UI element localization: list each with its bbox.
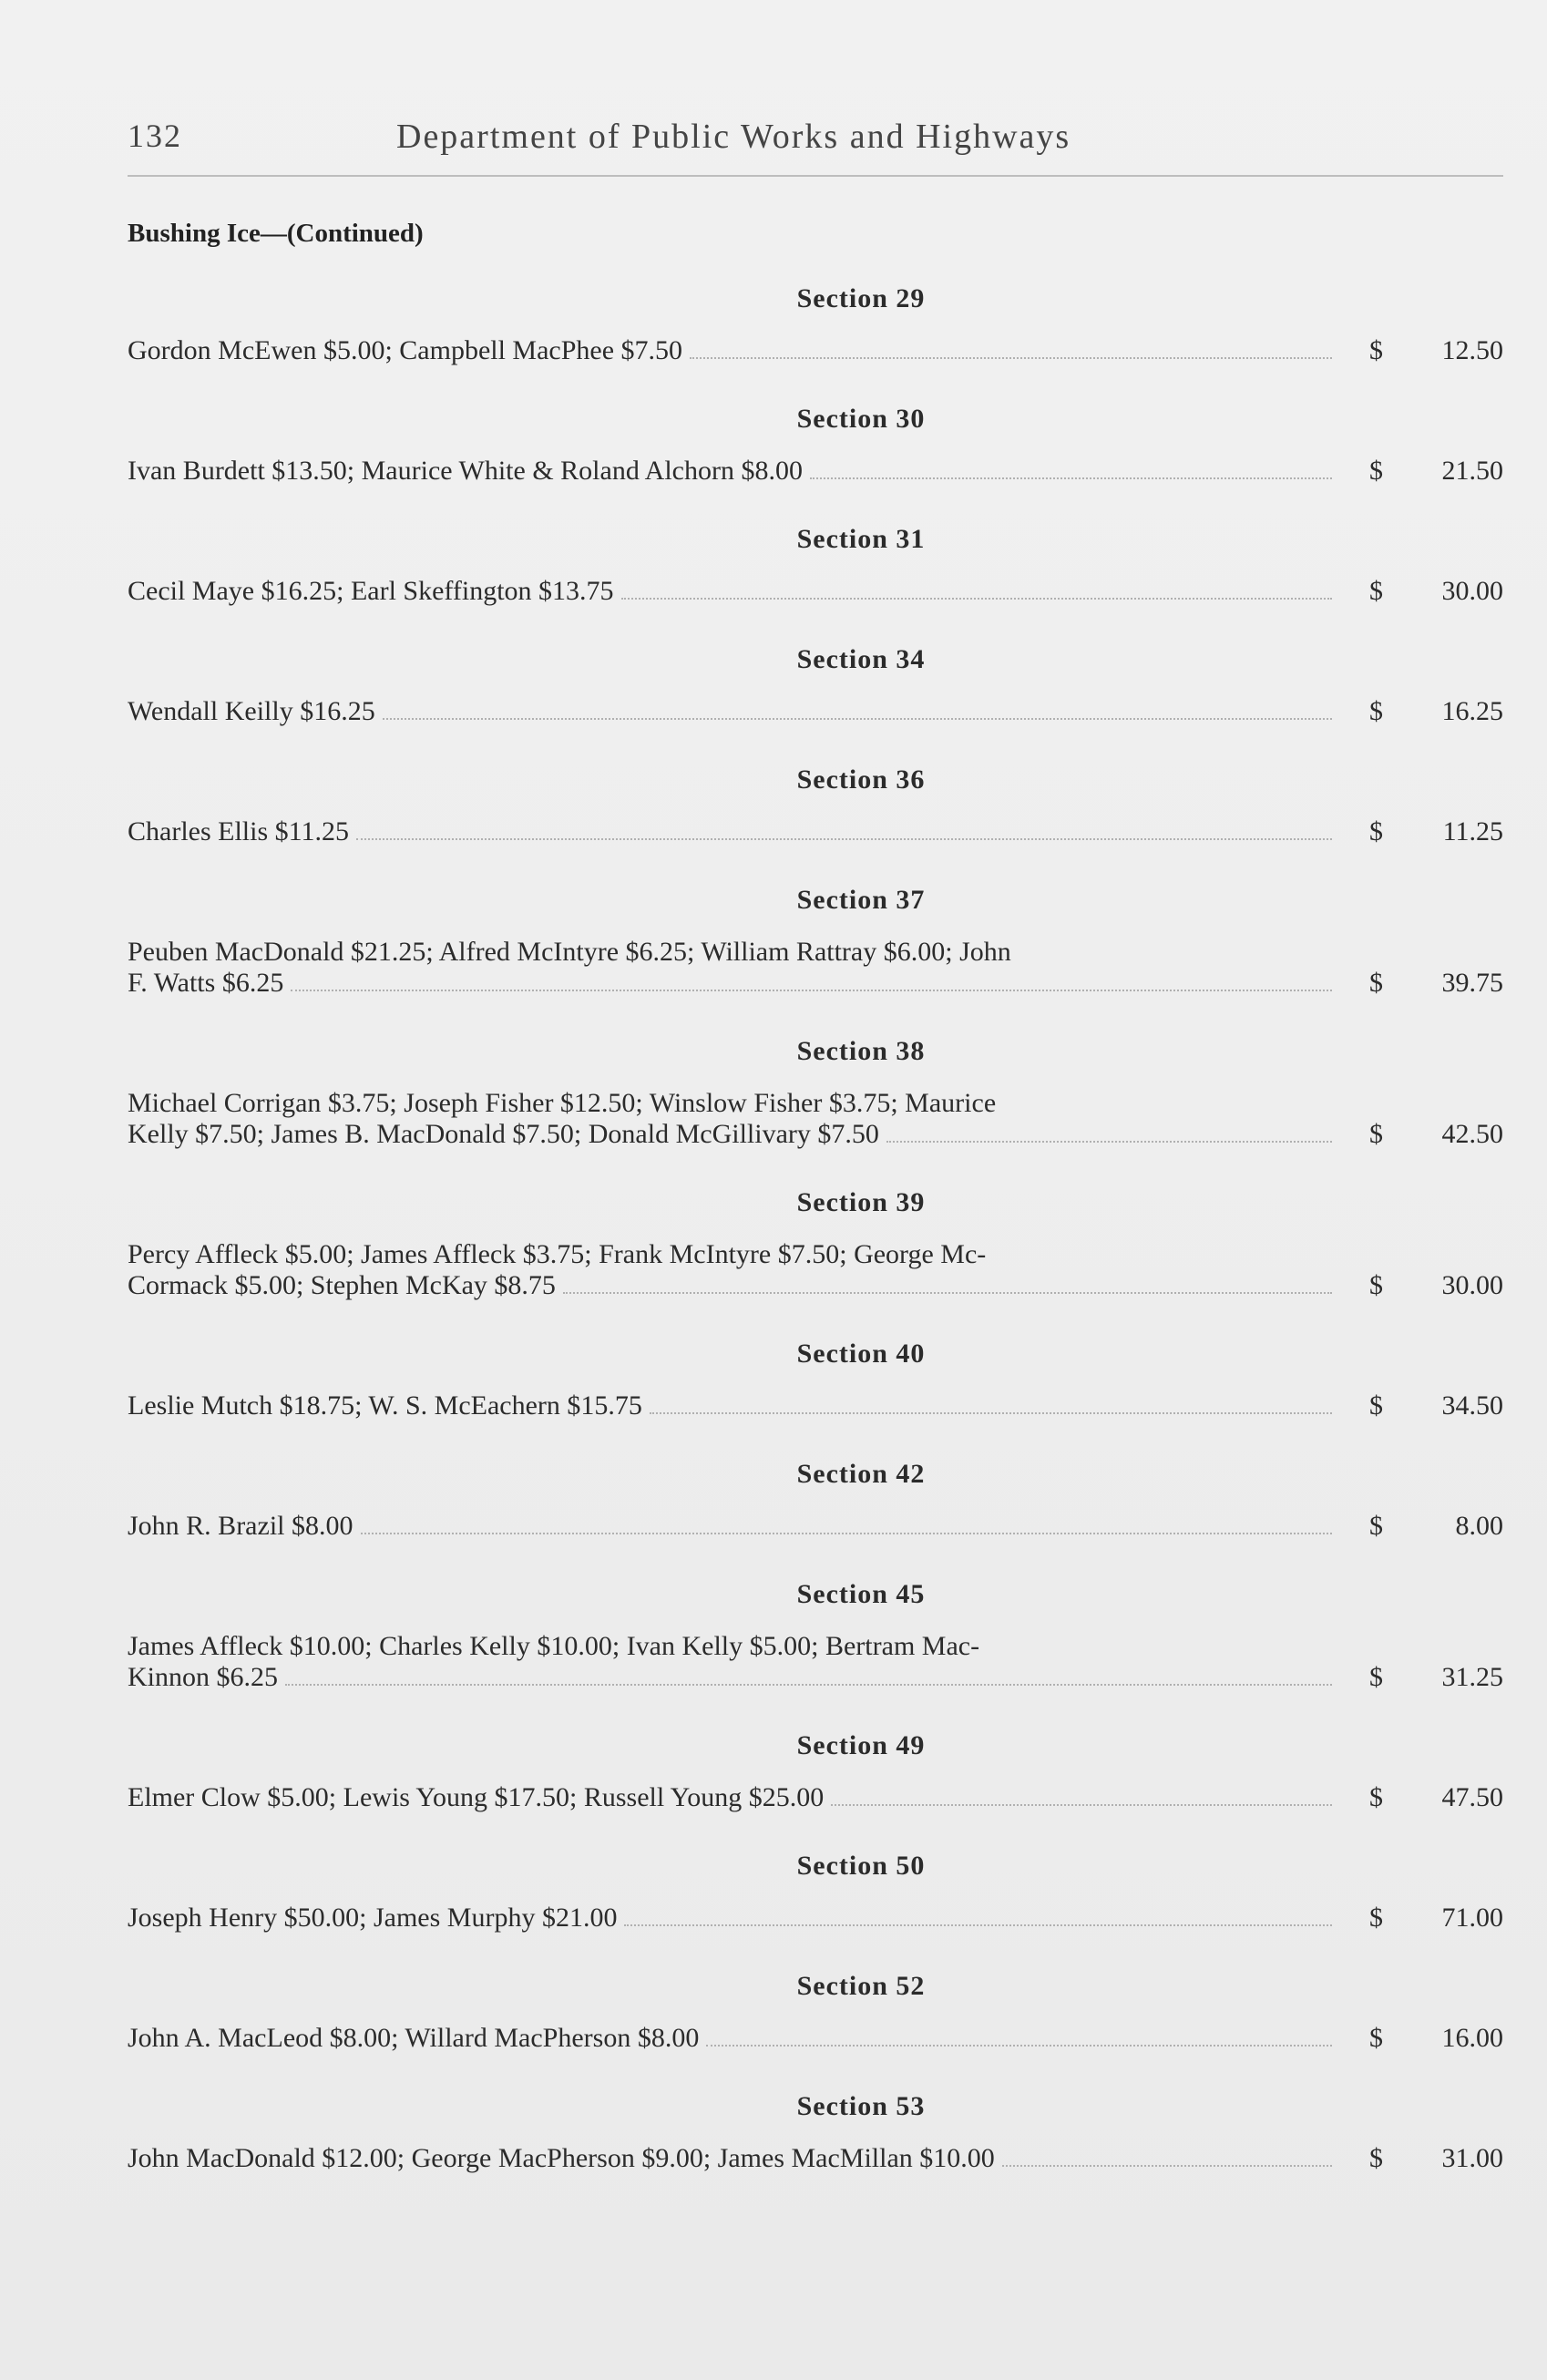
entry-last-line [128,1511,1339,1542]
entry [128,1903,1503,1934]
entry-last-line [128,1390,1339,1421]
dot-leader [361,1533,1333,1534]
entry-line: John MacDonald $12.00; George MacPherson $9.00; James MacMillan $10.00 [128,2143,995,2173]
section-title: Section 30 [796,404,926,434]
entry [128,937,1503,999]
entry-last-line [128,1782,1339,1813]
entry [128,1511,1503,1542]
entry-line: Joseph Henry $50.00; James Murphy $21.00 [128,1903,618,1933]
entry-last-line [128,335,1339,366]
entry [128,1390,1503,1421]
section-title: Section 36 [796,764,926,795]
currency-symbol: $ [1369,576,1383,606]
entry-line: Cecil Maye $16.25; Earl Skeffington $13.75 [128,576,614,606]
section-title: Section 45 [796,1579,926,1609]
dot-leader [706,2045,1332,2047]
entry-line: Michael Corrigan $3.75; Joseph Fisher $12.50; Winslow Fisher $3.75; Maurice [128,1088,997,1118]
currency-symbol: $ [1369,968,1383,998]
section-title: Section 52 [796,1971,926,2001]
entry-line: Charles Ellis $11.25 [128,816,350,846]
entry-last-line [128,2143,1339,2174]
section-total: 71.00 [1441,1903,1503,1933]
section-total: 16.00 [1441,2023,1503,2053]
dot-leader [1002,2165,1332,2167]
dot-leader [810,477,1332,479]
currency-symbol: $ [1369,456,1383,486]
dot-leader [621,598,1332,600]
entry-last-line [128,696,1339,727]
entry-line: James Affleck $10.00; Charles Kelly $10.00; Ivan Kelly $5.00; Bertram Mac- [128,1631,980,1661]
section-block [128,282,1503,366]
entry-last-line [128,2023,1339,2054]
section-block [128,764,1503,847]
section-title: Section 40 [796,1339,926,1369]
section-block [128,1458,1503,1542]
section-title: Section 29 [796,283,926,313]
entry-last-line [128,968,1339,999]
dot-leader [383,718,1332,720]
entry [128,1631,1503,1693]
dot-leader [650,1412,1332,1414]
entry-line: Kelly $7.50; James B. MacDonald $7.50; Donald McGillivary $7.50 [128,1119,879,1149]
entry-line: Cormack $5.00; Stephen McKay $8.75 [128,1270,556,1300]
currency-symbol: $ [1369,696,1383,726]
dot-leader [563,1292,1332,1294]
section-block [128,643,1503,727]
section-total: 30.00 [1441,1270,1503,1300]
currency-symbol: $ [1369,1270,1383,1300]
section-title: Section 49 [796,1730,926,1760]
currency-symbol: $ [1369,1511,1383,1541]
section-total: 11.25 [1442,816,1503,846]
entry [128,816,1503,847]
section-total: 12.50 [1441,335,1503,365]
dot-leader [886,1141,1332,1143]
section-block [128,2090,1503,2174]
entry-last-line [128,1662,1339,1693]
section-total: 21.50 [1441,456,1503,486]
currency-symbol: $ [1369,2143,1383,2173]
entry-line: Kinnon $6.25 [128,1662,278,1692]
section-block [128,1035,1503,1150]
entry-last-line [128,576,1339,607]
entry [128,2143,1503,2174]
entry [128,1782,1503,1813]
entry-last-line [128,1270,1339,1301]
subheading: Bushing Ice—(Continued) [128,219,424,248]
entry-line: Percy Affleck $5.00; James Affleck $3.75; Frank McIntyre $7.50; George Mc- [128,1239,987,1269]
page-header [128,117,1503,171]
entry [128,335,1503,366]
section-total: 42.50 [1441,1119,1503,1149]
section-block [128,1578,1503,1693]
entry [128,1088,1503,1150]
currency-symbol: $ [1369,1782,1383,1812]
section-title: Section 37 [796,885,926,915]
entry-line: F. Watts $6.25 [128,968,284,998]
section-total: 16.25 [1441,696,1503,726]
section-title: Section 53 [796,2091,926,2121]
currency-symbol: $ [1369,335,1383,365]
section-total: 34.50 [1441,1390,1503,1421]
currency-symbol: $ [1369,816,1383,846]
entry-last-line [128,456,1339,487]
section-title: Section 42 [796,1459,926,1489]
dot-leader [624,1924,1332,1926]
running-title: Department of Public Works and Highways [396,118,1071,156]
section-block [128,1338,1503,1421]
section-total: 8.00 [1455,1511,1503,1541]
section-total: 31.25 [1441,1662,1503,1692]
dot-leader [285,1684,1332,1686]
entry [128,1239,1503,1301]
page-number: 132 [128,118,182,154]
entry-line: John R. Brazil $8.00 [128,1511,353,1541]
section-title: Section 39 [796,1187,926,1217]
section-block [128,1970,1503,2054]
section-block [128,403,1503,487]
header-rule [128,175,1503,177]
dot-leader [831,1804,1332,1806]
section-block [128,1850,1503,1934]
section-title: Section 34 [796,644,926,674]
entry-line: Gordon McEwen $5.00; Campbell MacPhee $7.50 [128,335,683,365]
entry-line: Leslie Mutch $18.75; W. S. McEachern $15.75 [128,1390,642,1421]
section-title: Section 50 [796,1851,926,1881]
section-block [128,1729,1503,1813]
entry-last-line [128,1903,1339,1934]
entry-last-line [128,1119,1339,1150]
section-block [128,523,1503,607]
currency-symbol: $ [1369,1390,1383,1421]
sections-list [128,273,1503,2211]
dot-leader [291,990,1332,991]
entry-line: Wendall Keilly $16.25 [128,696,375,726]
entry-line: Ivan Burdett $13.50; Maurice White & Roland Alchorn $8.00 [128,456,803,486]
currency-symbol: $ [1369,1662,1383,1692]
entry [128,456,1503,487]
entry-line: Elmer Clow $5.00; Lewis Young $17.50; Russell Young $25.00 [128,1782,825,1812]
currency-symbol: $ [1369,1119,1383,1149]
currency-symbol: $ [1369,1903,1383,1933]
entry [128,696,1503,727]
section-total: 39.75 [1441,968,1503,998]
dot-leader [690,357,1332,359]
entry-last-line [128,816,1339,847]
entry-line: John A. MacLeod $8.00; Willard MacPherson $8.00 [128,2023,700,2053]
section-block [128,1186,1503,1301]
section-title: Section 31 [796,524,926,554]
section-total: 31.00 [1441,2143,1503,2173]
section-title: Section 38 [796,1036,926,1066]
entry-line: Peuben MacDonald $21.25; Alfred McIntyre $6.25; William Rattray $6.00; John [128,937,1011,967]
dot-leader [356,838,1332,840]
section-block [128,884,1503,999]
entry [128,2023,1503,2054]
section-total: 47.50 [1441,1782,1503,1812]
entry [128,576,1503,607]
currency-symbol: $ [1369,2023,1383,2053]
section-total: 30.00 [1441,576,1503,606]
